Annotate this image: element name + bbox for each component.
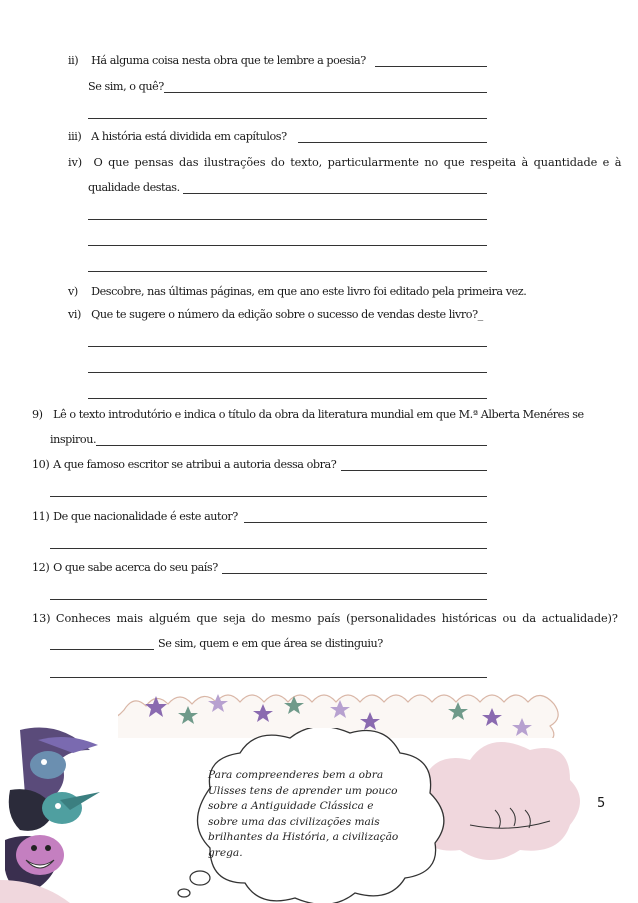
answer-line[interactable] — [88, 118, 487, 119]
question-number: 9) — [32, 408, 43, 421]
question-number: vi) — [68, 308, 81, 321]
question-number: iv) — [68, 156, 83, 169]
cartoon-characters-illustration — [0, 720, 120, 903]
question-number: 10) — [32, 458, 50, 471]
question-12 — [32, 560, 218, 576]
question-number: 11) — [32, 510, 50, 523]
answer-line[interactable] — [375, 66, 487, 67]
page-number: 5 — [597, 796, 606, 811]
answer-line[interactable] — [183, 193, 487, 194]
answer-line[interactable] — [50, 649, 154, 650]
answer-line[interactable] — [88, 271, 487, 272]
answer-line[interactable] — [50, 548, 487, 549]
question-ii-followup: Se sim, o quê? — [88, 80, 164, 93]
question-number: v) — [68, 285, 78, 298]
answer-line[interactable] — [298, 142, 487, 143]
question-number: 12) — [32, 561, 50, 574]
answer-line[interactable] — [244, 522, 487, 523]
question-10 — [32, 457, 336, 473]
question-9-cont: inspirou. — [50, 433, 97, 446]
question-text: Que te sugere o número da edição sobre o sucesso de vendas deste livro?_ — [91, 308, 483, 321]
question-number: iii) — [68, 130, 82, 143]
answer-line[interactable] — [50, 599, 487, 600]
question-text: De que nacionalidade é este autor? — [53, 510, 238, 523]
answer-line[interactable] — [50, 677, 487, 678]
question-iii — [68, 129, 287, 145]
question-13 — [32, 611, 618, 627]
answer-line[interactable] — [88, 346, 487, 347]
answer-line[interactable] — [50, 496, 487, 497]
question-text: O que sabe acerca do seu país? — [53, 561, 218, 574]
answer-line[interactable] — [341, 470, 487, 471]
answer-line[interactable] — [88, 398, 487, 399]
answer-line[interactable] — [88, 219, 487, 220]
question-text: Conheces mais alguém que seja do mesmo país (personalidades históricas ou da actualidade)? — [55, 612, 618, 625]
answer-line[interactable] — [96, 445, 487, 446]
question-number: 13) — [32, 612, 51, 625]
question-vi — [68, 307, 483, 323]
answer-line[interactable] — [164, 92, 487, 93]
cloud-note-text: Para compreenderes bem a obra Ulisses tens de aprender um pouco sobre a Antiguidade Clássica e sobre uma das civilizações mais brilhantes da História, a civilização grega. — [208, 769, 399, 859]
question-13-followup: Se sim, quem e em que área se distinguiu? — [158, 637, 383, 650]
answer-line[interactable] — [88, 372, 487, 373]
question-iv-cont: qualidade destas. — [88, 181, 180, 194]
question-text: Descobre, nas últimas páginas, em que ano este livro foi editado pela primeira vez. — [91, 285, 527, 298]
question-text: O que pensas das ilustrações do texto, particularmente no que respeita à quantidade e à — [93, 156, 622, 169]
question-number: ii) — [68, 54, 79, 67]
question-iv — [68, 155, 621, 171]
question-9 — [32, 407, 584, 423]
question-v — [68, 284, 526, 300]
question-text: Há alguma coisa nesta obra que te lembre a poesia? — [91, 54, 366, 67]
question-11 — [32, 509, 238, 525]
question-text: A que famoso escritor se atribui a autoria dessa obra? — [53, 458, 337, 471]
question-ii — [68, 53, 366, 69]
answer-line[interactable] — [222, 573, 487, 574]
answer-line[interactable] — [88, 245, 487, 246]
question-text: A história está dividida em capítulos? — [91, 130, 287, 143]
question-text: Lê o texto introdutório e indica o título da obra da literatura mundial em que M.ª Alberta Menéres se — [53, 408, 584, 421]
